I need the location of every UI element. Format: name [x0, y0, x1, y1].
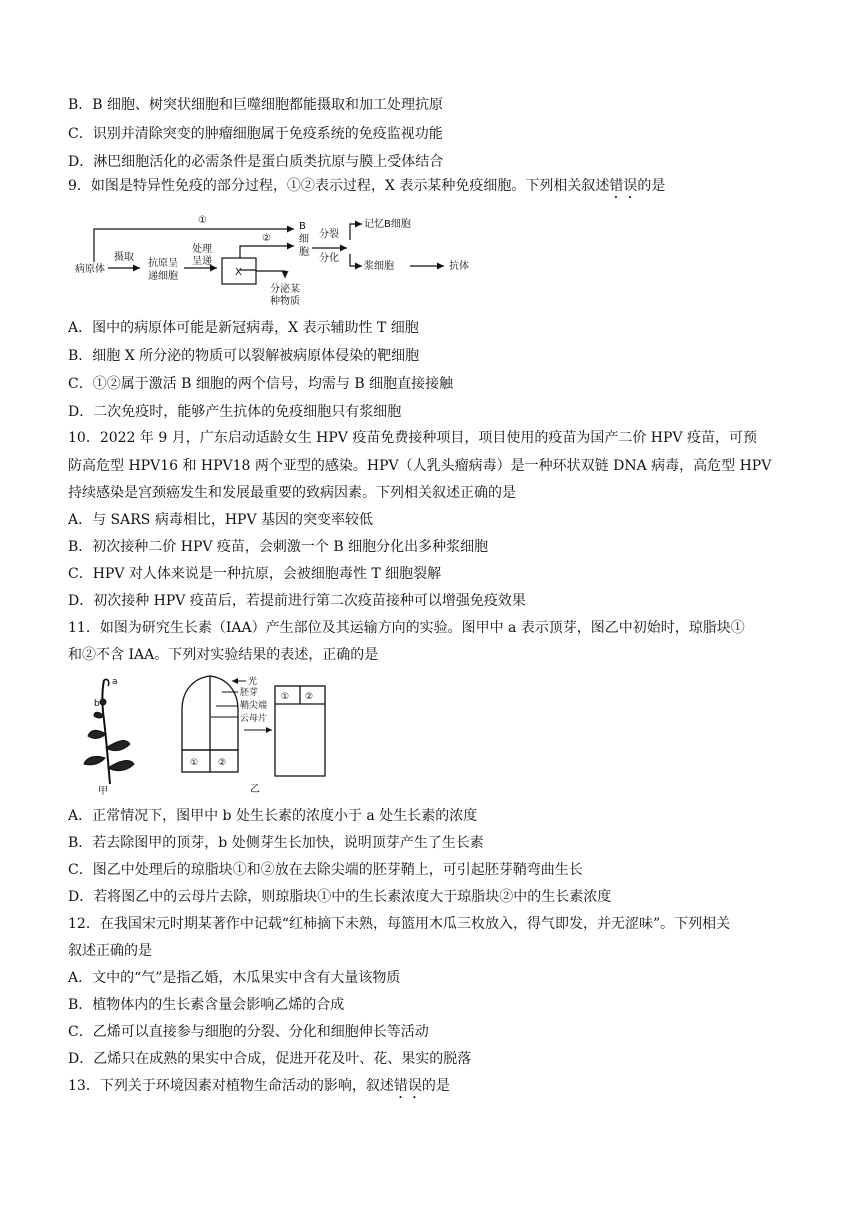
q11-caption-jia: 甲: [98, 786, 108, 796]
q12-option-d: D．乙烯只在成熟的果实中合成，促进开花及叶、花、果实的脱落: [68, 1051, 472, 1067]
q11-option-d: D．若将图乙中的云母片去除，则琼脂块①中的生长素浓度大于琼脂块②中的生长素浓度: [68, 889, 612, 905]
q9-label-pathway1: ①: [198, 215, 207, 226]
q11-plant-diagram: [72, 672, 342, 796]
q10-stem-line3: 持续感染是宫颈癌发生和发展最重要的致病因素。下列相关叙述正确的是: [68, 485, 516, 501]
q9-label-secrete-2: 种物质: [270, 296, 300, 307]
q8-option-b: B．B 细胞、树突状细胞和巨噬细胞都能摄取和加工处理抗原: [68, 97, 444, 113]
q10-stem-line1: 10．2022 年 9 月，广东启动适龄女生 HPV 疫苗免费接种项目，项目使用的疫苗为国产二价 HPV 疫苗，可预: [68, 430, 757, 446]
q11-option-a: A．正常情况下，图甲中 b 处生长素的浓度小于 a 处生长素的浓度: [68, 808, 478, 824]
q10-option-c: C．HPV 对人体来说是一种抗原，会被细胞毒性 T 细胞裂解: [68, 566, 442, 582]
q9-immune-diagram: [72, 206, 502, 310]
q12-option-a: A．文中的“气”是指乙婚，木瓜果实中含有大量该物质: [68, 970, 401, 986]
q11-option-c: C．图乙中处理后的琼脂块①和②放在去除尖端的胚芽鞘上，可引起胚芽鞘弯曲生长: [68, 862, 583, 878]
q9-stem-emphasis: 错误: [609, 178, 638, 194]
q11-stem-line2: 和②不含 IAA。下列对实验结果的表述，正确的是: [68, 647, 379, 663]
q9-label-antibody: 抗体: [449, 261, 469, 272]
q11-stem-line1: 11．如图为研究生长素（IAA）产生部位及其运输方向的实验。图甲中 a 表示顶芽，图乙中初始时，琼脂块①: [68, 620, 745, 636]
q9-label-b-1: B: [299, 221, 306, 232]
q9-label-apc-1: 抗原呈: [148, 258, 178, 269]
q9-label-present-1: 处理: [192, 244, 212, 255]
q8-option-d: D．淋巴细胞活化的必需条件是蛋白质类抗原与膜上受体结合: [68, 154, 444, 170]
q9-stem: [68, 176, 665, 202]
q8-option-c: C．识别并清除突变的肿瘤细胞属于免疫系统的免疫监视功能: [68, 126, 443, 142]
q9-label-memory-b: 记忆B细胞: [364, 219, 411, 230]
q13-stem-end: 的是: [421, 1078, 450, 1094]
q13-stem-emphasis: 错误: [393, 1078, 422, 1094]
q10-stem-line2: 防高危型 HPV16 和 HPV18 两个亚型的感染。HPV（人乳头瘤病毒）是一种环状双链 DNA 病毒，高危型 HPV: [68, 458, 772, 474]
q10-option-a: A．与 SARS 病毒相比，HPV 基因的突变率较低: [68, 512, 374, 528]
q11-label-tip: 鞘尖端: [240, 701, 268, 711]
q12-stem-line1: 12．在我国宋元时期某著作中记载“红柿摘下未熟，每篮用木瓜三枚放入，得气即发，并无涩味”。下列相关: [68, 916, 731, 932]
q11-label-a: a: [112, 677, 118, 687]
q9-label-plasma: 浆细胞: [364, 261, 394, 272]
q11-label-block1-right: ①: [281, 692, 290, 702]
q13-stem: [68, 1076, 450, 1102]
q9-option-b: B．细胞 X 所分泌的物质可以裂解被病原体侵染的靶细胞: [68, 348, 420, 364]
q11-label-b: b: [94, 699, 100, 709]
q9-label-b-2: 细: [299, 234, 309, 245]
q9-stem-text: 9．如图是特异性免疫的部分过程，①②表示过程，X 表示某种免疫细胞。下列相关叙述: [68, 178, 610, 194]
q11-label-block1-bottom: ①: [190, 758, 199, 768]
q9-label-divide-1: 分裂: [319, 229, 339, 240]
q9-label-x-cell: X: [235, 267, 242, 278]
q11-label-light: 光: [248, 677, 258, 687]
q9-label-uptake: 摄取: [114, 252, 134, 263]
q11-label-block2-right: ②: [305, 692, 314, 702]
q11-caption-yi: 乙: [250, 784, 260, 795]
q11-label-mica: 云母片: [240, 714, 268, 724]
q10-option-d: D．初次接种 HPV 疫苗后，若提前进行第二次疫苗接种可以增强免疫效果: [68, 593, 526, 609]
q12-stem-line2: 叙述正确的是: [68, 943, 152, 959]
q9-label-divide-2: 分化: [319, 253, 339, 264]
q9-label-present-2: 呈递: [192, 256, 212, 267]
q12-option-c: C．乙烯可以直接参与细胞的分裂、分化和细胞伸长等活动: [68, 1024, 429, 1040]
q13-stem-text: 13．下列关于环境因素对植物生命活动的影响，叙述: [68, 1078, 394, 1094]
q11-label-coleoptile: 胚芽: [240, 688, 259, 698]
q12-option-b: B．植物体内的生长素含量会影响乙烯的合成: [68, 997, 345, 1013]
q9-stem-end: 的是: [637, 178, 666, 194]
q9-option-c: C．①②属于激活 B 细胞的两个信号，均需与 B 细胞直接接触: [68, 376, 454, 392]
q11-option-b: B．若去除图甲的顶芽，b 处侧芽生长加快，说明顶芽产生了生长素: [68, 835, 484, 851]
q9-option-d: D．二次免疫时，能够产生抗体的免疫细胞只有浆细胞: [68, 404, 402, 420]
q9-label-pathogen: 病原体: [75, 264, 105, 275]
q9-label-secrete-1: 分泌某: [270, 284, 300, 295]
q9-option-a: A．图中的病原体可能是新冠病毒，X 表示辅助性 T 细胞: [68, 320, 419, 336]
q9-label-apc-2: 递细胞: [148, 271, 178, 282]
q9-label-pathway2: ②: [262, 233, 271, 244]
q11-label-block2-bottom: ②: [218, 758, 227, 768]
q10-option-b: B．初次接种二价 HPV 疫苗，会刺激一个 B 细胞分化出多种浆细胞: [68, 539, 489, 555]
q9-label-b-3: 胞: [299, 247, 309, 258]
